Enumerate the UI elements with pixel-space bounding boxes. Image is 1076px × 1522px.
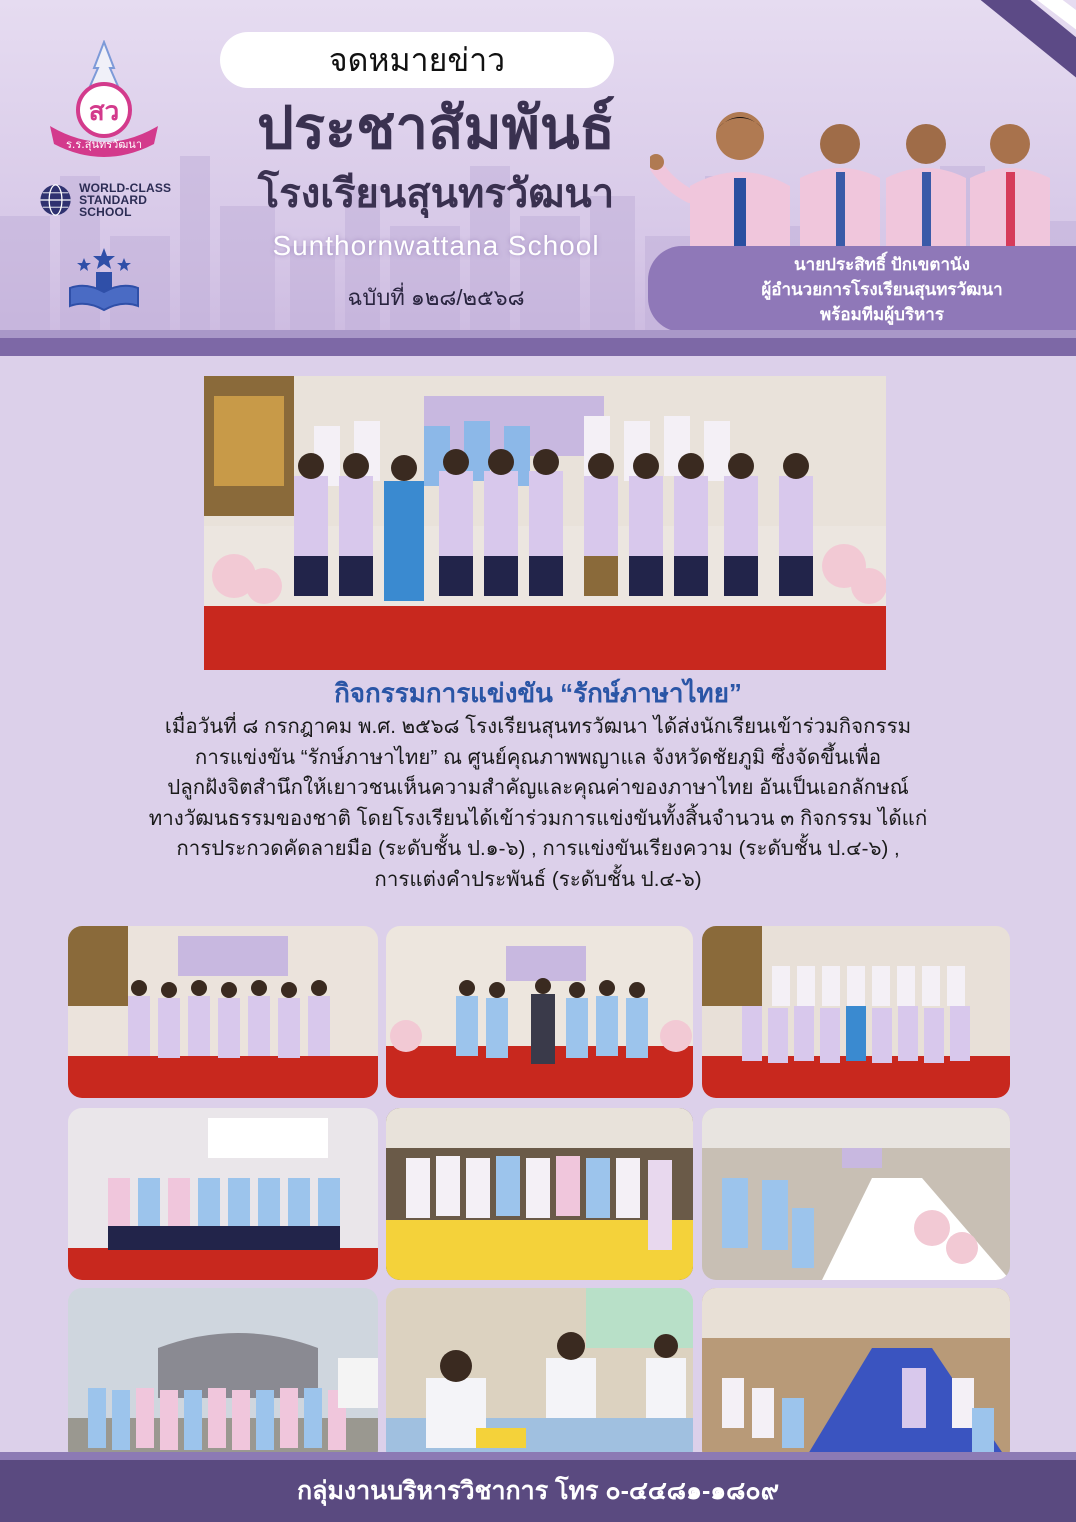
header bbox=[0, 0, 1076, 356]
newsletter-label: จดหมายข่าว bbox=[220, 32, 614, 88]
corner-stripe-decoration bbox=[916, 0, 1076, 110]
admin-team-photo bbox=[650, 96, 1050, 246]
activity-line: การประกวดคัดลายมือ (ระดับชั้น ป.๑-๖) , การแข่งขันเรียงความ (ระดับชั้น ป.๔-๖) , bbox=[176, 837, 900, 860]
issue-number: ฉบับที่ ๑๒๘/๒๕๖๘ bbox=[347, 285, 525, 310]
gallery-photo bbox=[68, 1288, 378, 1464]
gallery-photo bbox=[386, 926, 693, 1098]
photo-gallery bbox=[68, 926, 1010, 1466]
gallery-photo bbox=[68, 926, 378, 1098]
footer-contact: กลุ่มงานบริหารวิชาการ โทร ๐-๔๔๘๑-๑๘๐๙ bbox=[296, 1477, 780, 1505]
world-class-logo bbox=[38, 174, 178, 226]
gallery-photo bbox=[386, 1288, 693, 1464]
book-stars-logo-icon bbox=[66, 246, 142, 312]
footer bbox=[0, 1460, 1076, 1522]
activity-title: กิจกรรมการแข่งขัน “รักษ์ภาษาไทย” bbox=[334, 678, 742, 708]
activity-description bbox=[40, 712, 1036, 895]
world-class-line2: STANDARD SCHOOL bbox=[79, 193, 148, 219]
administrator-figure bbox=[650, 112, 790, 246]
school-name-thai: โรงเรียนสุนทรวัฒนา bbox=[257, 172, 615, 216]
footer-divider bbox=[0, 1452, 1076, 1460]
world-class-line1: WORLD-CLASS bbox=[79, 181, 172, 195]
activity-line: ปลูกฝังจิตสำนึกให้เยาวชนเห็นความสำคัญและคุณค่าของภาษาไทย อันเป็นเอกลักษณ์ bbox=[167, 776, 909, 799]
main-group-photo bbox=[204, 376, 886, 670]
activity-line: การแข่งขัน “รักษ์ภาษาไทย” ณ ศูนย์คุณภาพพญาแล จังหวัดชัยภูมิ ซึ่งจัดขึ้นเพื่อ bbox=[194, 745, 882, 769]
admin-name: นายประสิทธิ์ ปักเขตานัง bbox=[794, 254, 970, 274]
gallery-photo bbox=[702, 1288, 1010, 1464]
gallery-photo bbox=[702, 926, 1010, 1098]
school-name-english: Sunthornwattana School bbox=[272, 230, 600, 261]
page-title: ประชาสัมพันธ์ bbox=[257, 96, 615, 161]
admin-team: พร้อมทีมผู้บริหาร bbox=[820, 304, 944, 324]
admin-position: ผู้อำนวยการโรงเรียนสุนทรวัฒนา bbox=[761, 279, 1003, 299]
school-logo-icon bbox=[44, 40, 164, 166]
svg-text:สว: สว bbox=[88, 97, 120, 127]
header-divider-light bbox=[0, 330, 1076, 338]
school-logo-text: ร.ร.สุนทรวัฒนา bbox=[65, 138, 143, 151]
activity-line: การแต่งคำประพันธ์ (ระดับชั้น ป.๔-๖) bbox=[374, 867, 702, 891]
activity-line: เมื่อวันที่ ๘ กรกฎาคม พ.ศ. ๒๕๖๘ โรงเรียนสุนทรวัฒนา ได้ส่งนักเรียนเข้าร่วมกิจกรรม bbox=[164, 715, 912, 738]
gallery-photo bbox=[386, 1108, 693, 1280]
activity-line: ทางวัฒนธรรมของชาติ โดยโรงเรียนได้เข้าร่วมการแข่งขันทั้งสิ้นจำนวน ๓ กิจกรรม ได้แก่ bbox=[148, 806, 928, 830]
gallery-photo bbox=[702, 1108, 1010, 1280]
globe-icon bbox=[38, 178, 73, 222]
admin-caption bbox=[648, 246, 1076, 332]
gallery-photo bbox=[68, 1108, 378, 1280]
header-divider bbox=[0, 338, 1076, 356]
